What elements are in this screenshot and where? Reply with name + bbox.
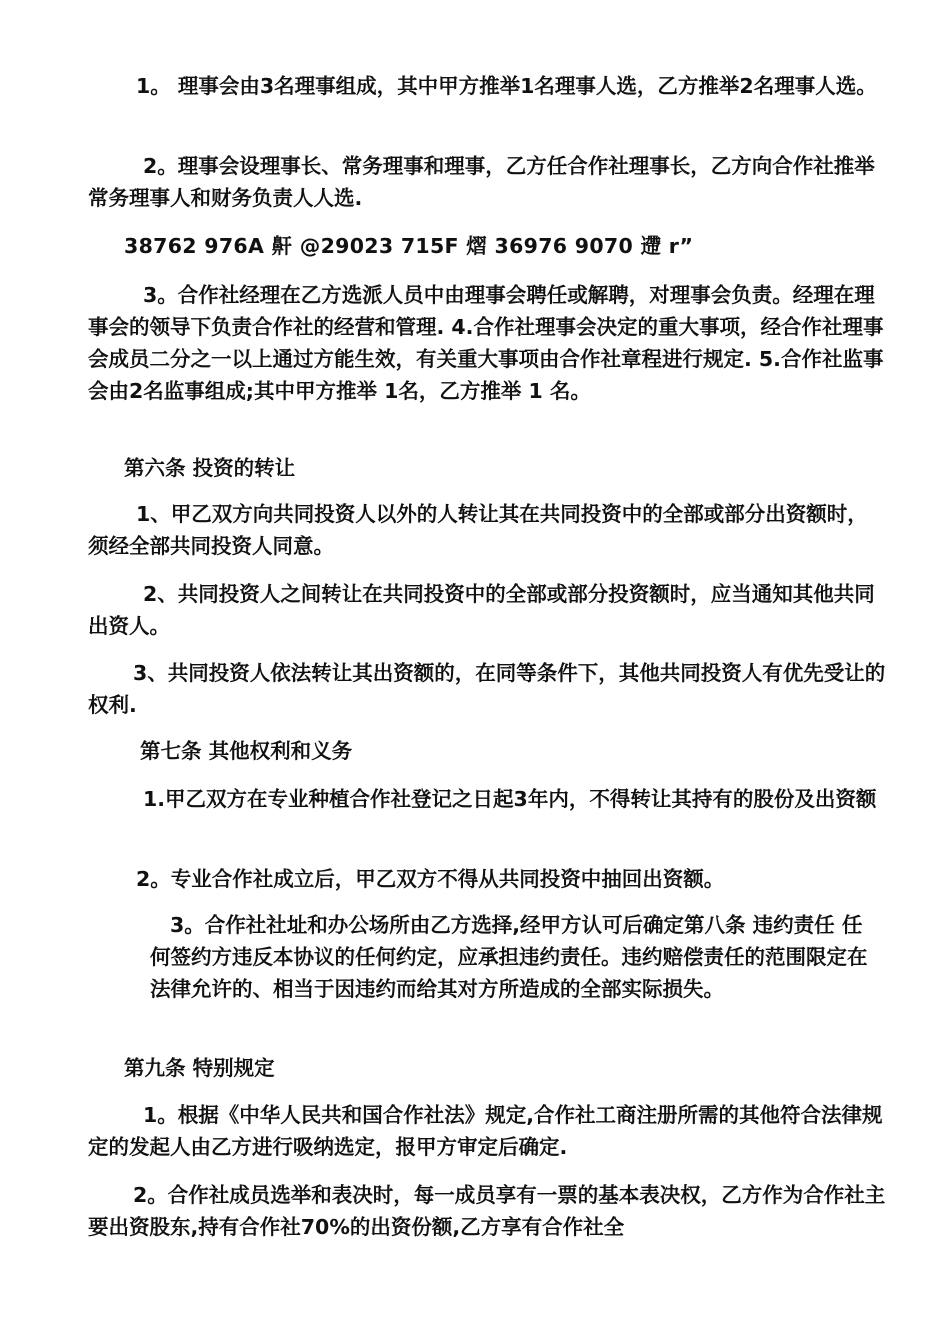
garbled-text-line: 38762 976A 鼾 @29023 715F 熠 36976 9070 遰 r” [124,234,694,258]
paragraph-priority-right: 3、共同投资人依法转让其出资额的，在同等条件下，其他共同投资人有优先受让的权利. [88,661,886,717]
paragraph-no-withdrawal: 2。专业合作社成立后，甲乙双方不得从共同投资中抽回出资额。 [136,867,725,891]
paragraph-board-composition: 1。 理事会由3名理事组成，其中甲方推举1名理事人选，乙方推举2名理事人选。 [136,74,877,98]
paragraph-board-positions: 2。理事会设理事长、常务理事和理事，乙方任合作社理事长，乙方向合作社推举常务理事人和财务负责人人选. [88,154,875,210]
paragraph-no-transfer-three-years: 1.甲乙双方在专业种植合作社登记之日起3年内，不得转让其持有的股份及出资额 [143,787,877,811]
paragraph-transfer-between: 2、共同投资人之间转让在共同投资中的全部或部分投资额时，应当通知其他共同出资人。 [88,582,875,638]
paragraph-manager-and-supervisors: 3。合作社经理在乙方选派人员中由理事会聘任或解聘，对理事会负责。经理在理事会的领导下负责合作社的经营和管理. 4.合作社理事会决定的重大事项，经合作社理事会成员二分之一以上通过方能生效，有关重大事项由合作社章程进行规定. 5.合作社监事会由2名监事组成;其中甲方推举 1名，乙方推举 1 名。 [88,283,884,403]
paragraph-site-and-breach: 3。合作社社址和办公场所由乙方选择,经甲方认可后确定第八条 违约责任 任何签约方违反本协议的任何约定，应承担违约责任。违约赔偿责任的范围限定在法律允许的、相当于因违约而给其对方所造成的全部实际损失。 [150,913,868,1001]
article-six-heading: 第六条 投资的转让 [124,456,296,480]
paragraph-voting-rights: 2。合作社成员选举和表决时，每一成员享有一票的基本表决权，乙方作为合作社主要出资股东,持有合作社70%的出资份额,乙方享有合作社全 [88,1183,886,1239]
paragraph-transfer-outside: 1、甲乙双方向共同投资人以外的人转让其在共同投资中的全部或部分出资额时，须经全部共同投资人同意。 [88,502,868,558]
paragraph-founders-selection: 1。根据《中华人民共和国合作社法》规定,合作社工商注册所需的其他符合法律规定的发起人由乙方进行吸纳选定，报甲方审定后确定. [88,1103,883,1159]
article-seven-heading: 第七条 其他权利和义务 [140,739,353,763]
article-nine-heading: 第九条 特别规定 [124,1056,275,1080]
